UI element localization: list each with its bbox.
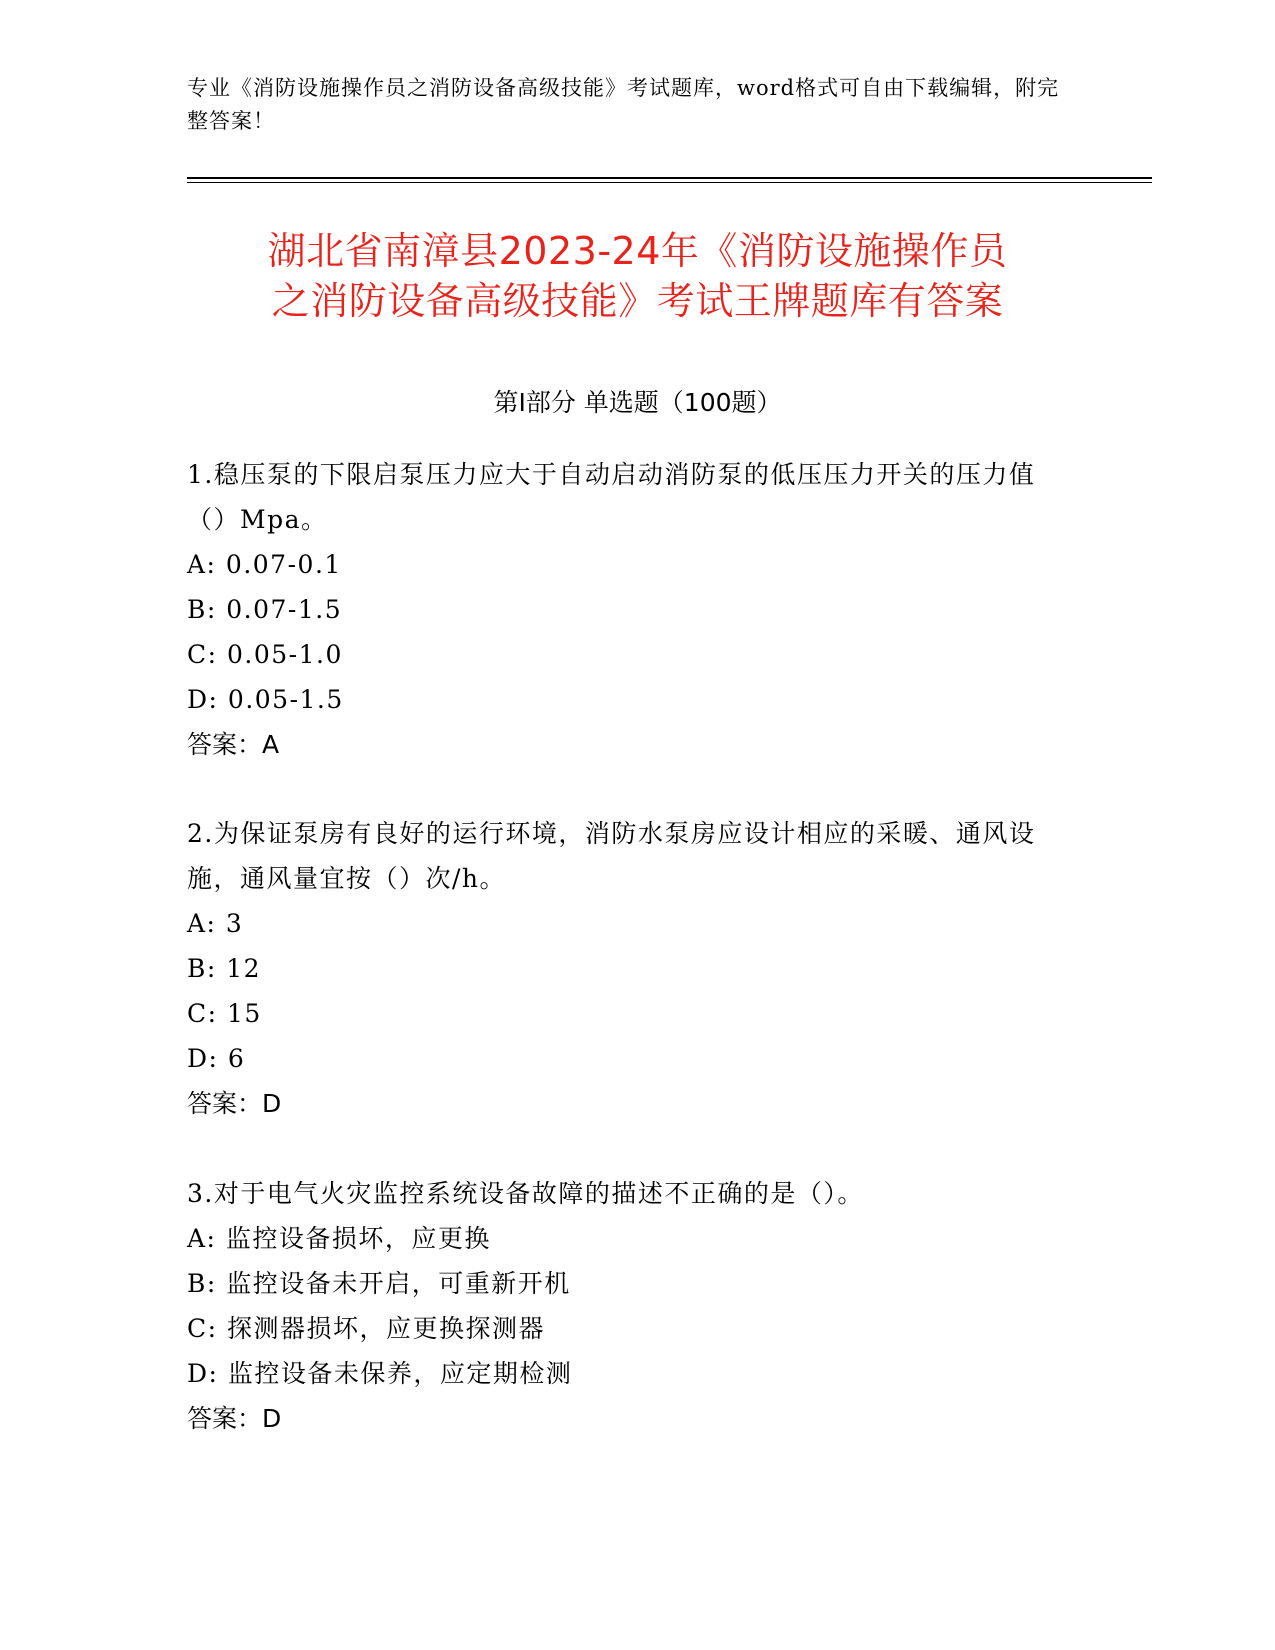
question-1	[187, 452, 1067, 767]
header-divider-thin	[187, 182, 1152, 183]
option-b: B: 12	[187, 954, 262, 983]
option-d: D: 0.05-1.5	[187, 685, 344, 714]
header-divider	[187, 177, 1152, 179]
option-c: C: 探测器损坏，应更换探测器	[187, 1314, 545, 1343]
section-heading: 第I部分 单选题（100题）	[493, 388, 782, 417]
option-b: B: 0.07-1.5	[187, 595, 343, 624]
question-stem: 3.对于电气火灾监控系统设备故障的描述不正确的是（）。	[187, 1179, 864, 1208]
question-2	[187, 811, 1067, 1126]
option-d: D: 监控设备未保养，应定期检测	[187, 1359, 573, 1388]
option-b: B: 监控设备未开启，可重新开机	[187, 1269, 571, 1298]
header-note: 专业《消防设施操作员之消防设备高级技能》考试题库，word格式可自由下载编辑，附完整答案！	[187, 76, 1060, 133]
option-c: C: 0.05-1.0	[187, 640, 343, 669]
option-a: A: 3	[187, 909, 244, 938]
question-3	[187, 1171, 1067, 1441]
question-stem: 1.稳压泵的下限启泵压力应大于自动启动消防泵的低压压力开关的压力值（）Mpa。	[187, 460, 1036, 534]
option-a: A: 0.07-0.1	[187, 550, 342, 579]
document-title	[150, 226, 1125, 326]
answer: 答案：A	[187, 730, 280, 759]
title-line-2: 之消防设备高级技能》考试王牌题库有答案	[271, 279, 1004, 323]
question-stem: 2.为保证泵房有良好的运行环境，消防水泵房应设计相应的采暖、通风设施，通风量宜按（）次/h。	[187, 819, 1036, 893]
option-d: D: 6	[187, 1044, 246, 1073]
answer: 答案：D	[187, 1404, 282, 1433]
answer: 答案：D	[187, 1089, 282, 1118]
title-line-1: 湖北省南漳县2023-24年《消防设施操作员	[267, 229, 1008, 273]
option-c: C: 15	[187, 999, 262, 1028]
option-a: A: 监控设备损坏，应更换	[187, 1224, 491, 1253]
